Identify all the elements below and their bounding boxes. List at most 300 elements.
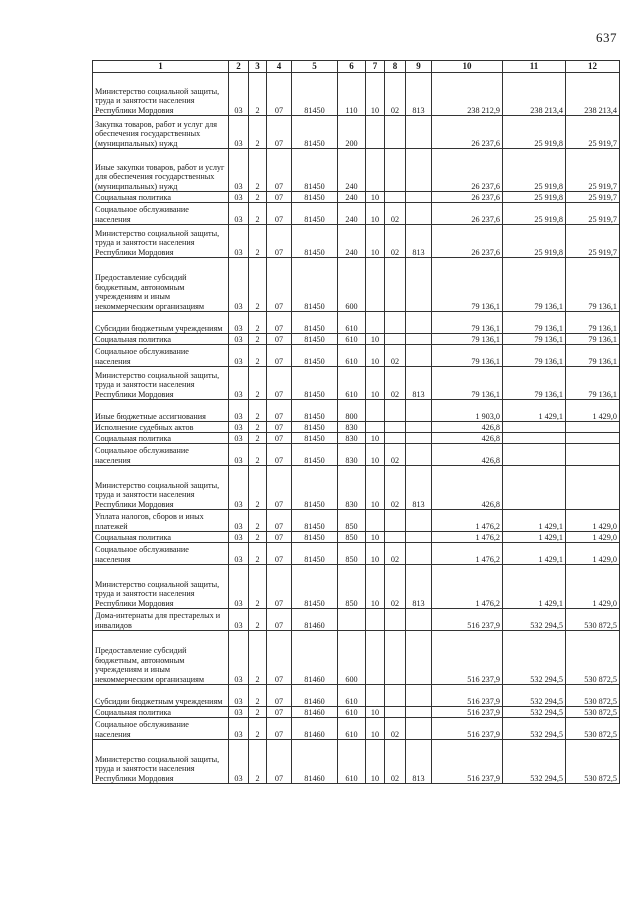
code-cell: 813 xyxy=(406,367,432,400)
code-cell: 02 xyxy=(385,543,406,565)
table-row xyxy=(93,192,620,203)
code-cell xyxy=(366,116,385,149)
code-cell xyxy=(385,707,406,718)
code-cell: 240 xyxy=(338,192,366,203)
code-cell: 2 xyxy=(249,532,267,543)
column-header: 1 xyxy=(93,61,229,73)
code-cell: 240 xyxy=(338,149,366,192)
code-cell: 2 xyxy=(249,312,267,334)
column-header: 8 xyxy=(385,61,406,73)
code-cell: 813 xyxy=(406,740,432,784)
table-row xyxy=(93,466,620,510)
amount-cell: 1 429,1 xyxy=(503,543,566,565)
code-cell: 610 xyxy=(338,707,366,718)
code-cell xyxy=(406,631,432,685)
code-cell xyxy=(385,532,406,543)
code-cell: 81450 xyxy=(292,334,338,345)
amount-cell: 25 919,8 xyxy=(503,203,566,225)
code-cell: 813 xyxy=(406,466,432,510)
row-name-cell: Социальное обслуживание населения xyxy=(93,444,229,466)
row-name-cell: Дома-интернаты для престарелых и инвалидов xyxy=(93,609,229,631)
code-cell: 02 xyxy=(385,203,406,225)
code-cell: 2 xyxy=(249,609,267,631)
table-row xyxy=(93,334,620,345)
code-cell: 03 xyxy=(229,433,249,444)
amount-cell: 26 237,6 xyxy=(432,192,503,203)
row-name-cell: Предоставление субсидий бюджетным, автономным учреждениям и иным некоммерческим организациям xyxy=(93,258,229,312)
amount-cell: 26 237,6 xyxy=(432,203,503,225)
code-cell: 2 xyxy=(249,707,267,718)
amount-cell: 238 212,9 xyxy=(432,73,503,116)
amount-cell: 79 136,1 xyxy=(566,258,620,312)
code-cell: 81450 xyxy=(292,192,338,203)
code-cell: 81450 xyxy=(292,510,338,532)
amount-cell: 1 429,0 xyxy=(566,400,620,422)
table-row xyxy=(93,345,620,367)
code-cell: 81450 xyxy=(292,543,338,565)
code-cell: 03 xyxy=(229,192,249,203)
code-cell: 2 xyxy=(249,444,267,466)
code-cell: 850 xyxy=(338,532,366,543)
amount-cell: 516 237,9 xyxy=(432,707,503,718)
code-cell: 81450 xyxy=(292,116,338,149)
code-cell: 830 xyxy=(338,444,366,466)
code-cell: 10 xyxy=(366,334,385,345)
row-name-cell: Субсидии бюджетным учреждениям xyxy=(93,685,229,707)
amount-cell xyxy=(503,422,566,433)
row-name-cell: Министерство социальной защиты, труда и занятости населения Республики Мордовия xyxy=(93,565,229,609)
table-row xyxy=(93,532,620,543)
column-header: 10 xyxy=(432,61,503,73)
code-cell: 07 xyxy=(267,116,292,149)
code-cell xyxy=(366,510,385,532)
amount-cell: 25 919,7 xyxy=(566,203,620,225)
amount-cell: 426,8 xyxy=(432,433,503,444)
amount-cell: 1 476,2 xyxy=(432,565,503,609)
code-cell: 03 xyxy=(229,631,249,685)
column-header: 11 xyxy=(503,61,566,73)
amount-cell: 1 429,1 xyxy=(503,532,566,543)
code-cell: 2 xyxy=(249,466,267,510)
code-cell: 600 xyxy=(338,258,366,312)
column-header: 9 xyxy=(406,61,432,73)
code-cell xyxy=(338,609,366,631)
amount-cell: 26 237,6 xyxy=(432,149,503,192)
table-row xyxy=(93,203,620,225)
code-cell: 2 xyxy=(249,433,267,444)
code-cell xyxy=(406,609,432,631)
code-cell: 240 xyxy=(338,225,366,258)
code-cell: 10 xyxy=(366,543,385,565)
code-cell xyxy=(366,609,385,631)
row-name-cell: Социальная политика xyxy=(93,707,229,718)
column-header: 3 xyxy=(249,61,267,73)
code-cell: 07 xyxy=(267,510,292,532)
code-cell: 81460 xyxy=(292,707,338,718)
amount-cell: 516 237,9 xyxy=(432,718,503,740)
code-cell xyxy=(385,400,406,422)
code-cell xyxy=(406,116,432,149)
row-name-cell: Социальное обслуживание населения xyxy=(93,718,229,740)
code-cell: 81450 xyxy=(292,345,338,367)
amount-cell: 25 919,8 xyxy=(503,149,566,192)
table-row xyxy=(93,631,620,685)
row-name-cell: Социальное обслуживание населения xyxy=(93,203,229,225)
row-name-cell: Социальная политика xyxy=(93,192,229,203)
code-cell: 03 xyxy=(229,532,249,543)
code-cell: 813 xyxy=(406,73,432,116)
header-row xyxy=(93,61,620,73)
column-header: 2 xyxy=(229,61,249,73)
code-cell: 2 xyxy=(249,225,267,258)
code-cell: 07 xyxy=(267,466,292,510)
code-cell xyxy=(406,707,432,718)
code-cell xyxy=(385,149,406,192)
code-cell: 02 xyxy=(385,444,406,466)
row-name-cell: Иные закупки товаров, работ и услуг для обеспечения государственных (муниципальных) нужд xyxy=(93,149,229,192)
table-row xyxy=(93,444,620,466)
code-cell xyxy=(406,149,432,192)
code-cell: 03 xyxy=(229,543,249,565)
code-cell: 07 xyxy=(267,73,292,116)
amount-cell: 426,8 xyxy=(432,466,503,510)
code-cell: 07 xyxy=(267,345,292,367)
code-cell: 10 xyxy=(366,192,385,203)
code-cell xyxy=(406,400,432,422)
code-cell xyxy=(385,258,406,312)
code-cell: 830 xyxy=(338,466,366,510)
code-cell: 07 xyxy=(267,740,292,784)
code-cell: 07 xyxy=(267,718,292,740)
code-cell xyxy=(366,685,385,707)
code-cell: 07 xyxy=(267,433,292,444)
amount-cell: 25 919,8 xyxy=(503,116,566,149)
code-cell: 610 xyxy=(338,685,366,707)
code-cell: 81450 xyxy=(292,565,338,609)
code-cell: 2 xyxy=(249,543,267,565)
code-cell: 10 xyxy=(366,73,385,116)
code-cell: 610 xyxy=(338,312,366,334)
code-cell: 610 xyxy=(338,718,366,740)
code-cell: 07 xyxy=(267,312,292,334)
table-row xyxy=(93,422,620,433)
table-row xyxy=(93,73,620,116)
code-cell: 240 xyxy=(338,203,366,225)
code-cell: 03 xyxy=(229,444,249,466)
code-cell: 10 xyxy=(366,466,385,510)
code-cell: 2 xyxy=(249,345,267,367)
amount-cell: 530 872,5 xyxy=(566,740,620,784)
code-cell: 07 xyxy=(267,400,292,422)
code-cell: 610 xyxy=(338,334,366,345)
amount-cell: 25 919,8 xyxy=(503,225,566,258)
code-cell xyxy=(406,334,432,345)
amount-cell: 79 136,1 xyxy=(503,334,566,345)
code-cell: 10 xyxy=(366,225,385,258)
amount-cell: 532 294,5 xyxy=(503,631,566,685)
code-cell: 07 xyxy=(267,149,292,192)
amount-cell: 79 136,1 xyxy=(566,312,620,334)
code-cell: 2 xyxy=(249,334,267,345)
code-cell: 2 xyxy=(249,400,267,422)
code-cell: 850 xyxy=(338,565,366,609)
code-cell: 10 xyxy=(366,740,385,784)
code-cell: 02 xyxy=(385,466,406,510)
code-cell xyxy=(385,631,406,685)
amount-cell xyxy=(503,466,566,510)
amount-cell xyxy=(566,422,620,433)
code-cell: 2 xyxy=(249,258,267,312)
row-name-cell: Социальная политика xyxy=(93,532,229,543)
amount-cell: 1 429,0 xyxy=(566,565,620,609)
table-row xyxy=(93,543,620,565)
code-cell xyxy=(366,400,385,422)
amount-cell: 530 872,5 xyxy=(566,685,620,707)
code-cell: 2 xyxy=(249,740,267,784)
row-name-cell: Исполнение судебных актов xyxy=(93,422,229,433)
column-header: 5 xyxy=(292,61,338,73)
table-row xyxy=(93,312,620,334)
code-cell: 03 xyxy=(229,510,249,532)
table-row xyxy=(93,400,620,422)
code-cell: 03 xyxy=(229,116,249,149)
code-cell: 81460 xyxy=(292,685,338,707)
amount-cell: 516 237,9 xyxy=(432,740,503,784)
code-cell xyxy=(406,685,432,707)
amount-cell: 1 429,0 xyxy=(566,543,620,565)
amount-cell: 1 476,2 xyxy=(432,532,503,543)
table-row xyxy=(93,707,620,718)
row-name-cell: Министерство социальной защиты, труда и занятости населения Республики Мордовия xyxy=(93,73,229,116)
code-cell: 81450 xyxy=(292,258,338,312)
code-cell: 800 xyxy=(338,400,366,422)
code-cell xyxy=(406,543,432,565)
amount-cell: 238 213,4 xyxy=(566,73,620,116)
code-cell: 03 xyxy=(229,609,249,631)
amount-cell: 1 429,1 xyxy=(503,400,566,422)
code-cell: 81450 xyxy=(292,400,338,422)
code-cell: 07 xyxy=(267,609,292,631)
code-cell: 03 xyxy=(229,422,249,433)
code-cell: 2 xyxy=(249,685,267,707)
code-cell xyxy=(406,433,432,444)
code-cell: 07 xyxy=(267,543,292,565)
code-cell xyxy=(406,345,432,367)
code-cell: 81450 xyxy=(292,225,338,258)
code-cell: 2 xyxy=(249,149,267,192)
amount-cell: 79 136,1 xyxy=(432,334,503,345)
code-cell: 07 xyxy=(267,532,292,543)
amount-cell: 26 237,6 xyxy=(432,116,503,149)
code-cell xyxy=(385,192,406,203)
row-name-cell: Министерство социальной защиты, труда и занятости населения Республики Мордовия xyxy=(93,740,229,784)
row-name-cell: Социальное обслуживание населения xyxy=(93,543,229,565)
code-cell xyxy=(385,433,406,444)
amount-cell: 530 872,5 xyxy=(566,631,620,685)
amount-cell: 79 136,1 xyxy=(432,345,503,367)
code-cell: 03 xyxy=(229,740,249,784)
code-cell: 81450 xyxy=(292,203,338,225)
code-cell xyxy=(406,444,432,466)
code-cell: 03 xyxy=(229,718,249,740)
amount-cell: 79 136,1 xyxy=(503,258,566,312)
code-cell: 813 xyxy=(406,225,432,258)
row-name-cell: Министерство социальной защиты, труда и занятости населения Республики Мордовия xyxy=(93,466,229,510)
code-cell: 07 xyxy=(267,422,292,433)
amount-cell: 532 294,5 xyxy=(503,718,566,740)
code-cell xyxy=(406,258,432,312)
amount-cell: 26 237,6 xyxy=(432,225,503,258)
code-cell: 2 xyxy=(249,510,267,532)
code-cell: 813 xyxy=(406,565,432,609)
code-cell: 81450 xyxy=(292,433,338,444)
code-cell: 02 xyxy=(385,73,406,116)
code-cell: 07 xyxy=(267,203,292,225)
code-cell: 07 xyxy=(267,367,292,400)
amount-cell: 25 919,7 xyxy=(566,225,620,258)
amount-cell: 426,8 xyxy=(432,444,503,466)
code-cell: 03 xyxy=(229,685,249,707)
amount-cell: 1 429,0 xyxy=(566,532,620,543)
code-cell: 07 xyxy=(267,258,292,312)
amount-cell: 1 476,2 xyxy=(432,510,503,532)
code-cell xyxy=(366,312,385,334)
table-row xyxy=(93,609,620,631)
code-cell: 2 xyxy=(249,73,267,116)
code-cell xyxy=(366,258,385,312)
code-cell: 07 xyxy=(267,444,292,466)
code-cell: 07 xyxy=(267,707,292,718)
amount-cell: 79 136,1 xyxy=(503,367,566,400)
amount-cell: 79 136,1 xyxy=(566,367,620,400)
amount-cell: 79 136,1 xyxy=(432,312,503,334)
amount-cell: 532 294,5 xyxy=(503,707,566,718)
amount-cell xyxy=(503,433,566,444)
code-cell: 850 xyxy=(338,543,366,565)
table-row xyxy=(93,149,620,192)
amount-cell xyxy=(566,444,620,466)
code-cell: 03 xyxy=(229,258,249,312)
table-row xyxy=(93,258,620,312)
code-cell: 03 xyxy=(229,203,249,225)
amount-cell: 516 237,9 xyxy=(432,631,503,685)
code-cell: 610 xyxy=(338,740,366,784)
code-cell xyxy=(406,422,432,433)
code-cell: 2 xyxy=(249,718,267,740)
code-cell xyxy=(366,149,385,192)
table-row xyxy=(93,116,620,149)
amount-cell: 238 213,4 xyxy=(503,73,566,116)
code-cell xyxy=(366,631,385,685)
code-cell: 81450 xyxy=(292,466,338,510)
code-cell: 600 xyxy=(338,631,366,685)
code-cell: 2 xyxy=(249,422,267,433)
code-cell: 81450 xyxy=(292,73,338,116)
code-cell: 03 xyxy=(229,400,249,422)
amount-cell xyxy=(566,433,620,444)
code-cell: 10 xyxy=(366,565,385,609)
code-cell: 03 xyxy=(229,707,249,718)
code-cell: 02 xyxy=(385,565,406,609)
code-cell: 10 xyxy=(366,707,385,718)
amount-cell: 530 872,5 xyxy=(566,718,620,740)
code-cell: 81450 xyxy=(292,532,338,543)
amount-cell: 25 919,7 xyxy=(566,149,620,192)
code-cell: 81460 xyxy=(292,609,338,631)
table-row xyxy=(93,367,620,400)
code-cell: 2 xyxy=(249,631,267,685)
code-cell: 03 xyxy=(229,367,249,400)
code-cell xyxy=(385,334,406,345)
code-cell: 81450 xyxy=(292,444,338,466)
amount-cell: 516 237,9 xyxy=(432,685,503,707)
row-name-cell: Социальная политика xyxy=(93,433,229,444)
table-row xyxy=(93,225,620,258)
amount-cell: 530 872,5 xyxy=(566,707,620,718)
code-cell: 10 xyxy=(366,532,385,543)
code-cell: 81450 xyxy=(292,312,338,334)
amount-cell: 79 136,1 xyxy=(503,312,566,334)
column-header: 7 xyxy=(366,61,385,73)
code-cell: 200 xyxy=(338,116,366,149)
code-cell: 03 xyxy=(229,334,249,345)
code-cell: 03 xyxy=(229,312,249,334)
row-name-cell: Закупка товаров, работ и услуг для обеспечения государственных (муниципальных) нужд xyxy=(93,116,229,149)
code-cell: 81450 xyxy=(292,422,338,433)
code-cell: 03 xyxy=(229,565,249,609)
amount-cell: 79 136,1 xyxy=(432,258,503,312)
code-cell: 830 xyxy=(338,422,366,433)
row-name-cell: Иные бюджетные ассигнования xyxy=(93,400,229,422)
code-cell: 07 xyxy=(267,685,292,707)
code-cell: 2 xyxy=(249,565,267,609)
code-cell xyxy=(385,510,406,532)
row-name-cell: Министерство социальной защиты, труда и занятости населения Республики Мордовия xyxy=(93,367,229,400)
amount-cell xyxy=(503,444,566,466)
amount-cell xyxy=(566,466,620,510)
code-cell: 81460 xyxy=(292,718,338,740)
table-row xyxy=(93,510,620,532)
amount-cell: 532 294,5 xyxy=(503,685,566,707)
table-row xyxy=(93,565,620,609)
code-cell: 10 xyxy=(366,433,385,444)
code-cell: 10 xyxy=(366,718,385,740)
table-row xyxy=(93,685,620,707)
amount-cell: 25 919,7 xyxy=(566,192,620,203)
code-cell: 07 xyxy=(267,565,292,609)
code-cell: 02 xyxy=(385,367,406,400)
code-cell: 03 xyxy=(229,225,249,258)
amount-cell: 1 429,1 xyxy=(503,565,566,609)
amount-cell: 530 872,5 xyxy=(566,609,620,631)
code-cell: 10 xyxy=(366,345,385,367)
amount-cell: 1 429,0 xyxy=(566,510,620,532)
code-cell: 81450 xyxy=(292,367,338,400)
code-cell: 81460 xyxy=(292,740,338,784)
code-cell: 10 xyxy=(366,367,385,400)
row-name-cell: Предоставление субсидий бюджетным, автономным учреждениям и иным некоммерческим организациям xyxy=(93,631,229,685)
amount-cell: 532 294,5 xyxy=(503,740,566,784)
amount-cell: 25 919,8 xyxy=(503,192,566,203)
amount-cell: 532 294,5 xyxy=(503,609,566,631)
code-cell: 610 xyxy=(338,367,366,400)
amount-cell: 79 136,1 xyxy=(503,345,566,367)
code-cell: 07 xyxy=(267,631,292,685)
code-cell: 850 xyxy=(338,510,366,532)
code-cell xyxy=(385,116,406,149)
row-name-cell: Уплата налогов, сборов и иных платежей xyxy=(93,510,229,532)
code-cell xyxy=(406,510,432,532)
